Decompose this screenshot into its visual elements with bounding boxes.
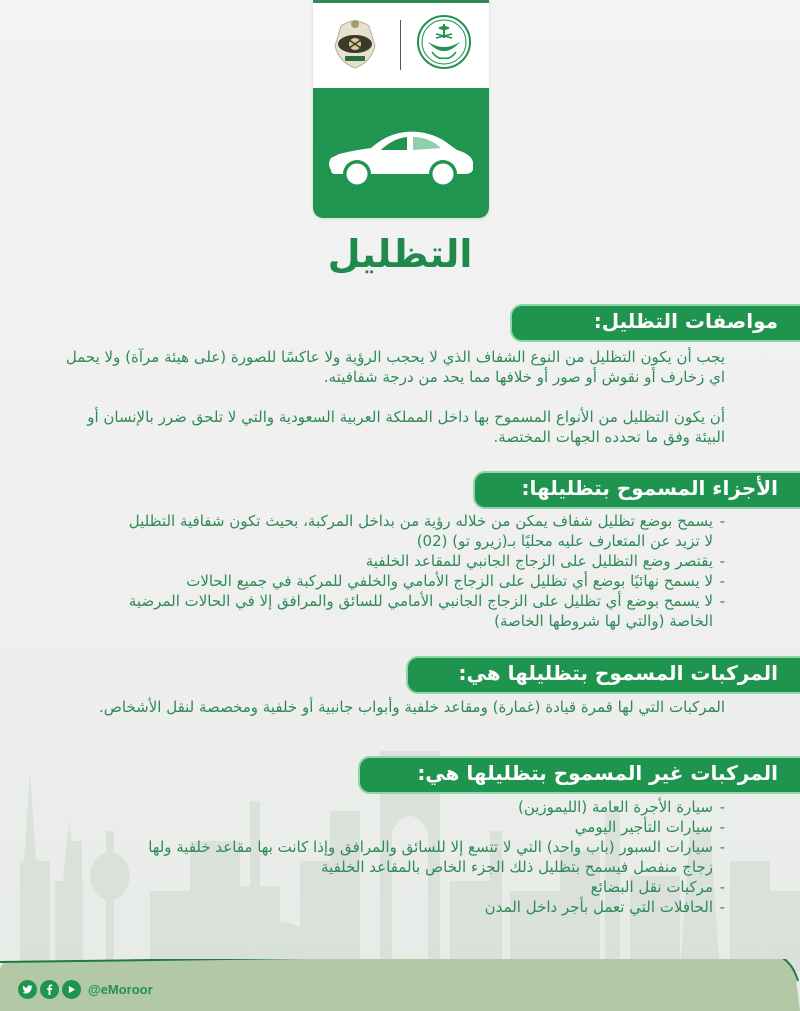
emblem-divider — [400, 20, 401, 70]
paragraph-line: المركبات التي لها قمرة قيادة (غمارة) ومقاعد خلفية وأبواب جانبية أو خلفية ومخصصة لنقل — [166, 698, 725, 716]
list-item-line: الخاصة (والتي لها شروطها الخاصة) — [494, 612, 713, 630]
list-item — [60, 817, 725, 837]
facebook-icon[interactable] — [40, 980, 59, 999]
section-body-allowed-vehicles — [60, 697, 725, 717]
list-item-line: - الحافلات التي تعمل بأجر داخل المدن — [484, 898, 713, 916]
section-header-allowed-vehicles: المركبات المسموح بتظليلها هي: — [408, 658, 800, 692]
car-icon — [325, 126, 477, 188]
section-header-disallowed-vehicles: المركبات غير المسموح بتظليلها هي: — [360, 758, 800, 792]
car-icon-panel — [313, 88, 489, 218]
list-item — [60, 511, 725, 551]
paragraph-line: أن يكون التظليل من الأنواع المسموح بها داخل المملكة العربية السعودية والتي لا تلحق ضرر — [158, 408, 725, 426]
list-item-line: زجاج منفصل فيسمح بتظليل ذلك الجزء الخاص بالمقاعد الخلفية — [321, 858, 713, 876]
list-item — [60, 797, 725, 817]
list-item-line: - سيارات السبور (باب واحد) التي لا تتسع إلا للسائق والمرافق وإذا كانت بها مقاعد خلفية ولها — [148, 838, 713, 856]
list-item-line: - يسمح بوضع تظليل شفاف يمكن من خلاله رؤية من بداخل المركبة، بحيث تكون شفافية التظليل — [128, 512, 713, 530]
section-header-allowed-parts: الأجزاء المسموح بتظليلها: — [475, 473, 800, 507]
paragraph-line: ولا يحمل اي زخارف أو نقوش أو صور أو خلافها مما يحد من درجة شفافيته. — [65, 348, 725, 386]
footer — [0, 959, 800, 1011]
ministry-of-interior-emblem-icon — [416, 14, 472, 70]
top-accent-line — [313, 0, 489, 3]
section-body-allowed-parts — [60, 511, 725, 631]
list-item-line: لا تزيد عن المتعارف عليه محليًا بـ(زيرو تو) (02) — [416, 532, 713, 550]
list-item — [60, 897, 725, 917]
header-logo-card — [313, 0, 489, 218]
traffic-department-emblem-icon — [331, 16, 379, 70]
list-item-line: - سيارة الأجرة العامة (الليموزين) — [517, 798, 713, 816]
paragraph-line: يجب أن يكون التظليل من النوع الشفاف الذي لا يحجب الرؤية ولا عاكسًا للصورة (على هيئة مرآة) — [125, 348, 725, 366]
list-item — [60, 591, 725, 631]
page-title: التظليل — [327, 232, 473, 276]
paragraph-line: الأشخاص. — [98, 698, 162, 716]
youtube-icon[interactable] — [62, 980, 81, 999]
social-handle[interactable]: @eMoroor — [88, 982, 153, 997]
list-item-line: - سيارات التأجير اليومي — [574, 818, 713, 836]
section-body-tint-specs — [60, 347, 725, 447]
emblems-row — [313, 14, 489, 74]
list-item-line: - يقتصر وضع التظليل على الزجاج الجانبي للمقاعد الخلفية — [365, 552, 713, 570]
list-item — [60, 551, 725, 571]
list-item-line: - مركبات نقل البضائع — [590, 878, 713, 896]
section-body-disallowed-vehicles — [60, 797, 725, 917]
list-item — [60, 837, 725, 877]
list-item-line: - لا يسمح بوضع أي تظليل على الزجاج الجانبي الأمامي للسائق والمرافق إلا في الحالات المرضية — [128, 592, 713, 610]
paragraph — [60, 347, 725, 387]
paragraph — [60, 697, 725, 717]
twitter-icon[interactable] — [18, 980, 37, 999]
list-item — [60, 877, 725, 897]
list-item — [60, 571, 725, 591]
social-links — [18, 980, 153, 999]
paragraph-line: بالإنسان أو البيئة وفق ما تحدده الجهات المختصة. — [87, 408, 725, 446]
paragraph — [60, 407, 725, 447]
list-item-line: - لا يسمح نهائيًا بوضع أي تظليل على الزجاج الأمامي والخلفي للمركبة في جميع الحالات — [186, 572, 713, 590]
section-header-tint-specs: مواصفات التظليل: — [512, 306, 800, 340]
